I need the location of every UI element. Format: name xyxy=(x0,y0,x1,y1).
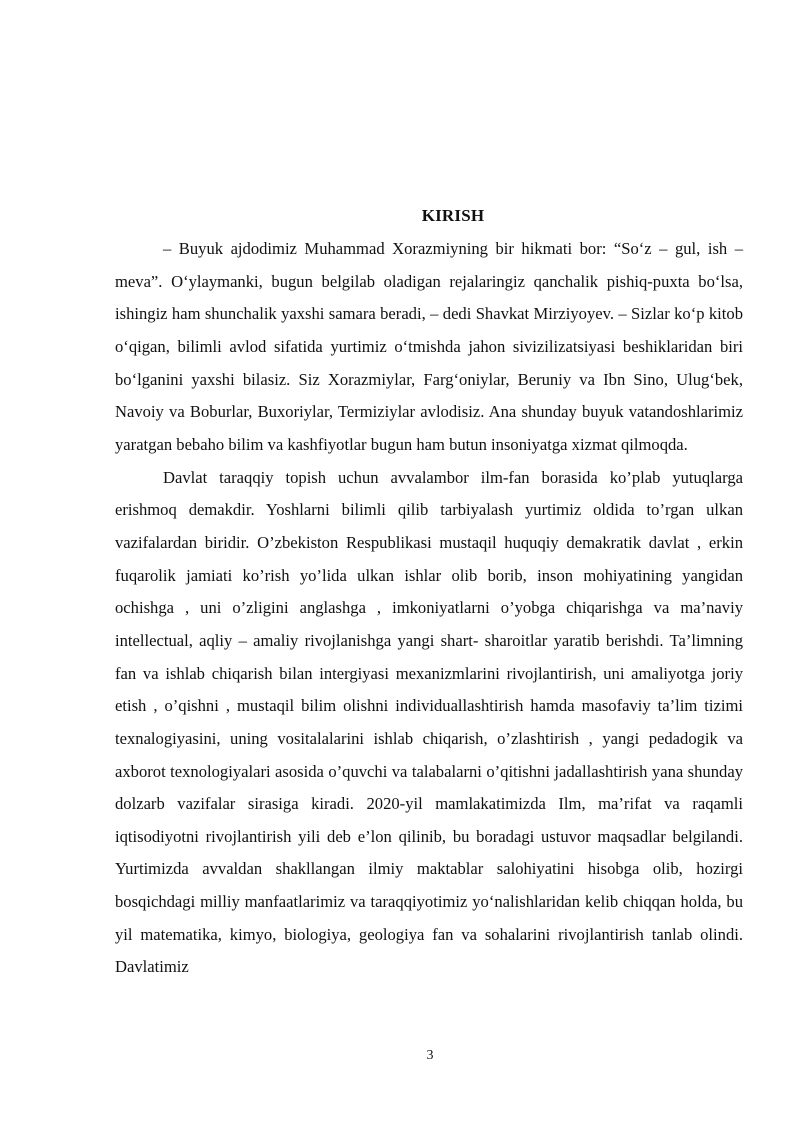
paragraph-intro-quote: – Buyuk ajdodimiz Muhammad Xorazmiyning bir hikmati bor: “So‘z – gul, ish – meva”. O‘ylaymanki, bugun belgilab oladigan rejalaringiz qanchalik pishiq-puxta bo‘lsa, ishingiz ham shunchalik yaxshi samara beradi, – dedi Shavkat Mirziyoyev. – Sizlar ko‘p kitob o‘qigan, bilimli avlod sifatida yurtimiz o‘tmishda jahon sivizilizatsiyasi beshiklaridan biri bo‘lganini yaxshi bilasiz. Siz Xorazmiylar, Farg‘oniylar, Beruniy va Ibn Sino, Ulug‘bek, Navoiy va Boburlar, Buxoriylar, Termiziylar avlodisiz. Ana shunday buyuk vatandoshlarimiz yaratgan bebaho bilim va kashfiyotlar bugun ham butun insoniyatga xizmat qilmoqda. xyxy=(115,239,743,454)
section-heading: KIRISH xyxy=(421,206,485,225)
page-number: 3 xyxy=(426,1048,434,1063)
paragraph-development: Davlat taraqqiy topish uchun avvalambor ilm-fan borasida ko’plab yutuqlarga erishmoq demakdir. Yoshlarni bilimli qilib tarbiyalash yurtimiz oldida to’rgan ulkan vazifalardan biridir. O’zbekiston Respublikasi mustaqil huquqiy demakratik davlat , erkin fuqarolik jamiati ko’rish yo’lida ulkan ishlar olib borib, inson mohiyatining yangidan ochishga , uni o’zligini anglashga , imkoniyatlarni o’yobga chiqarishga va ma’naviy intellectual, aqliy – amaliy rivojlanishga yangi shart- sharoitlar yaratib berishdi. Ta’limning fan va ishlab chiqarish bilan intergiyasi mexanizmlarini rivojlantirish, uni amaliyotga joriy etish , o’qishni , mustaqil bilim olishni individuallashtirish hamda masofaviy ta’lim tizimi texnalogiyasini, uning vositalalarini ishlab chiqarish, o’zlashtirish , yangi pedadogik va axborot texnologiyalari asosida o’quvchi va talabalarni o’qitishni jadallashtirish yana shunday dolzarb vazifalar sirasiga kiradi. 2020-yil mamlakatimizda Ilm, ma’rifat va raqamli iqtisodiyotni rivojlantirish yili deb e’lon qilinib, bu boradagi ustuvor maqsadlar belgilandi. Yurtimizda avvaldan shakllangan ilmiy maktablar salohiyatini hisobga olib, hozirgi bosqichdagi milliy manfaatlarimiz va taraqqiyotimiz yo‘nalishlaridan kelib chiqqan holda, bu yil matematika, kimyo, biologiya, geologiya fan va sohalarini rivojlantirish tanlab olindi. Davlatimiz xyxy=(115,467,743,977)
body-text xyxy=(115,233,743,984)
